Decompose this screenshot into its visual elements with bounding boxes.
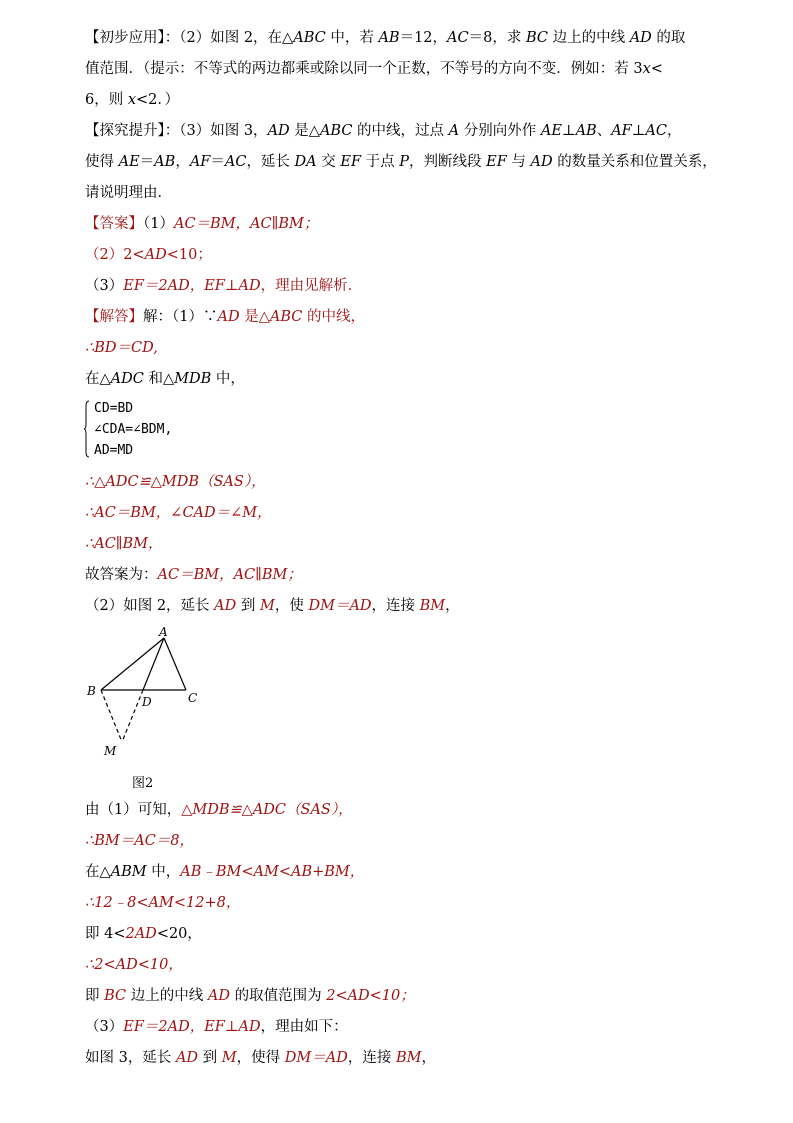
segment-ac [164, 638, 186, 690]
solution-line1: 【解答】解：（1）∵AD 是△ABC 的中线， [85, 309, 365, 325]
problem-part3-line2: 使得 AE＝AB，AF＝AC，延长 DA 交 EF 于点 P，判断线段 EF 与 AD 的数量关系和位置关系， [85, 154, 717, 170]
solution-line10: ∴BM＝AC＝8， [85, 833, 195, 849]
answer-line1: 【答案】（1）AC＝BM，AC∥BM； [85, 216, 319, 232]
solution-line6: ∴AC∥BM， [85, 536, 163, 552]
answer-line3: （3）EF＝2AD，EF⊥AD，理由见解析． [85, 278, 363, 294]
label-d: D [142, 695, 152, 709]
answer-line2: （2）2<AD<10； [85, 247, 212, 263]
label-b: B [87, 684, 96, 698]
figure-2-diagram [80, 622, 220, 762]
label-m: M [104, 744, 117, 758]
section-tag: 【探究提升】 [85, 123, 165, 139]
solution-line2: ∴BD＝CD, [85, 340, 158, 356]
problem-part2-line1: 【初步应用】：（2）如图 2，在△ABC 中，若 AB＝12，AC＝8，求 BC 边上的中线 AD 的取 [85, 30, 686, 46]
segment-dm [122, 690, 143, 742]
solution-line3: 在△ADC 和△MDB 中， [85, 371, 245, 387]
answer-tag: 【答案】 [85, 216, 143, 232]
problem-part2-line2: 值范围．（提示：不等式的两边都乘或除以同一个正数，不等号的方向不变．例如：若 3x< [85, 61, 663, 77]
system-eq-3: AD=MD [94, 443, 134, 458]
problem-part2-line3: 6，则 x<2．） [85, 92, 180, 108]
segment-ad [143, 638, 164, 690]
solution-line13: 即 4<2AD<20， [85, 926, 202, 942]
problem-part3-line1: 【探究提升】：（3）如图 3，AD 是△ABC 的中线，过点 A 分别向外作 AE⊥AB、AF⊥AC， [85, 123, 682, 139]
system-brace [84, 400, 90, 458]
problem-part3-line3: 请说明理由． [85, 185, 172, 201]
section-tag: 【初步应用】 [85, 30, 165, 46]
label-a: A [159, 625, 168, 639]
solution-line8: （2）如图 2，延长 AD 到 M，使 DM＝AD，连接 BM， [85, 598, 460, 614]
solution-line4: ∴△ADC≌△MDB（SAS）， [85, 474, 266, 490]
figure-caption: 图2 [132, 776, 154, 791]
system-eq-1: CD=BD [94, 401, 134, 416]
solution-line14: ∴2<AD<10， [85, 957, 183, 973]
solution-tag: 【解答】 [85, 309, 143, 325]
system-eq-2: ∠CDA=∠BDM, [94, 422, 173, 437]
solution-line7: 故答案为：AC＝BM，AC∥BM； [85, 567, 302, 583]
label-c: C [188, 691, 198, 705]
solution-line12: ∴12﹣8<AM<12+8， [85, 895, 241, 911]
solution-line5: ∴AC＝BM，∠CAD＝∠M， [85, 505, 272, 521]
segment-ab [101, 638, 164, 690]
solution-line11: 在△ABM 中，AB﹣BM<AM<AB+BM， [85, 864, 365, 880]
solution-line15: 即 BC 边上的中线 AD 的取值范围为 2<AD<10； [85, 988, 415, 1004]
solution-line16: （3）EF＝2AD，EF⊥AD，理由如下： [85, 1019, 348, 1035]
segment-bm [101, 690, 122, 742]
solution-line9: 由（1）可知，△MDB≌△ADC（SAS）， [85, 802, 353, 818]
solution-line17: 如图 3，延长 AD 到 M，使得 DM＝AD，连接 BM， [85, 1050, 436, 1066]
